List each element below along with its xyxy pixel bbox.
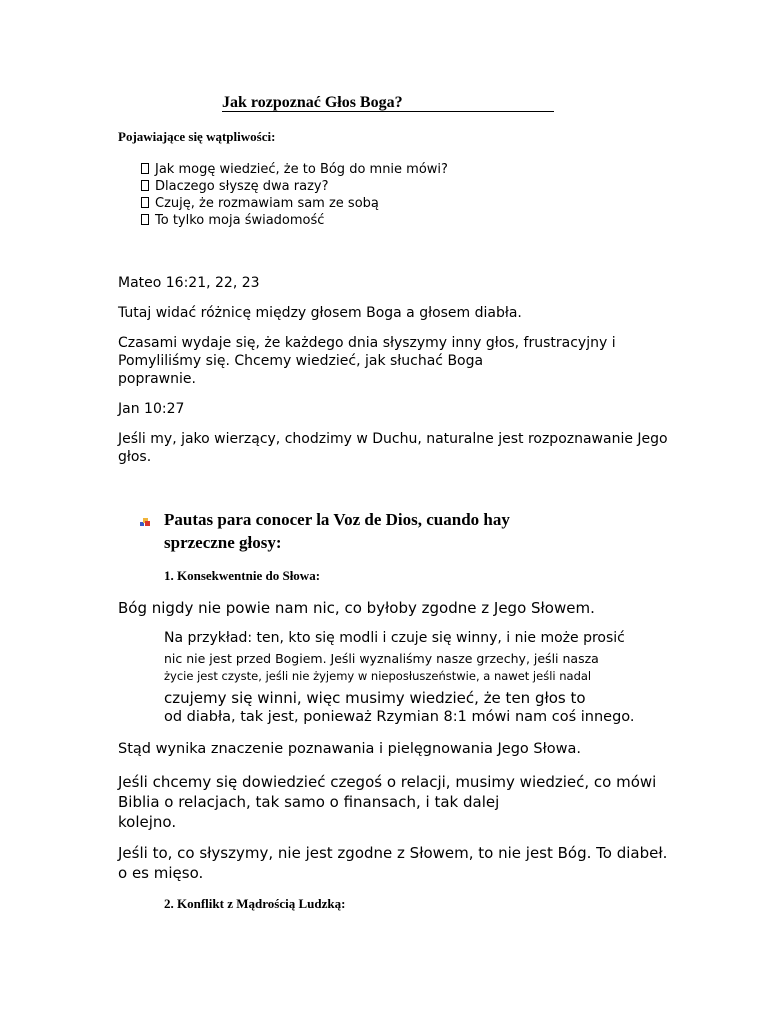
paragraph-line: Jeśli chcemy się dowiedzieć czegoś o relacji, musimy wiedzieć, co mówi — [118, 773, 657, 791]
paragraph-line: kolejno. — [118, 813, 177, 831]
paragraph-line: o es mięso. — [118, 864, 204, 882]
example-line: życie jest czyste, jeśli nie żyjemy w nieposłuszeństwie, a nawet jeśli nadal — [164, 669, 592, 683]
paragraph: Stąd wynika znaczenie poznawania i pielęgnowania Jego Słowa. — [118, 741, 581, 757]
doubt-item: Jak mogę wiedzieć, że to Bóg do mnie mówi? — [141, 162, 448, 177]
missing-glyph-icon — [141, 214, 149, 225]
paragraph-line: Czasami wydaje się, że każdego dnia słyszymy inny głos, frustracyjny i — [118, 335, 616, 351]
title-underline — [222, 111, 554, 112]
doubts-heading: Pojawiające się wątpliwości: — [118, 129, 276, 144]
paragraph-line: Jeśli to, co słyszymy, nie jest zgodne z Słowem, to nie jest Bóg. To diabeł. — [118, 844, 668, 862]
doubt-item: To tylko moja świadomość — [141, 213, 324, 228]
example-line: nic nie jest przed Bogiem. Jeśli wyznaliśmy nasze grzechy, jeśli nasza — [164, 651, 599, 666]
doubt-item: Czuję, że rozmawiam sam ze sobą — [141, 196, 379, 211]
paragraph-line: Jeśli my, jako wierzący, chodzimy w Duchu, naturalne jest rozpoznawanie Jego — [118, 431, 668, 447]
doubt-item: Dlaczego słyszę dwa razy? — [141, 179, 329, 194]
subheading: 2. Konflikt z Mądrością Ludzką: — [164, 896, 346, 911]
section-heading-line: Pautas para conocer la Voz de Dios, cuando hay — [164, 510, 510, 529]
subheading: 1. Konsekwentnie do Słowa: — [164, 568, 321, 583]
section-heading-line: sprzeczne głosy: — [164, 533, 282, 552]
scripture-reference: Jan 10:27 — [118, 401, 185, 417]
missing-glyph-icon — [141, 180, 149, 191]
bullet-icon — [140, 518, 150, 526]
paragraph-line: Pomyliliśmy się. Chcemy wiedzieć, jak słuchać Boga — [118, 353, 484, 369]
example-line: Na przykład: ten, kto się modli i czuje się winny, i nie może prosić — [164, 630, 625, 646]
paragraph-line: Biblia o relacjach, tak samo o finansach, i tak dalej — [118, 793, 500, 811]
paragraph: Bóg nigdy nie powie nam nic, co byłoby zgodne z Jego Słowem. — [118, 599, 595, 617]
scripture-reference: Mateo 16:21, 22, 23 — [118, 275, 260, 291]
paragraph: Tutaj widać różnicę między głosem Boga a głosem diabła. — [118, 305, 522, 321]
document-title: Jak rozpoznać Głos Boga? — [222, 94, 403, 111]
missing-glyph-icon — [141, 163, 149, 174]
paragraph-line: głos. — [118, 449, 152, 465]
paragraph-line: poprawnie. — [118, 371, 196, 387]
missing-glyph-icon — [141, 197, 149, 208]
example-line: od diabła, tak jest, ponieważ Rzymian 8:1 mówi nam coś innego. — [164, 709, 635, 725]
example-line: czujemy się winni, więc musimy wiedzieć, że ten głos to — [164, 689, 586, 707]
